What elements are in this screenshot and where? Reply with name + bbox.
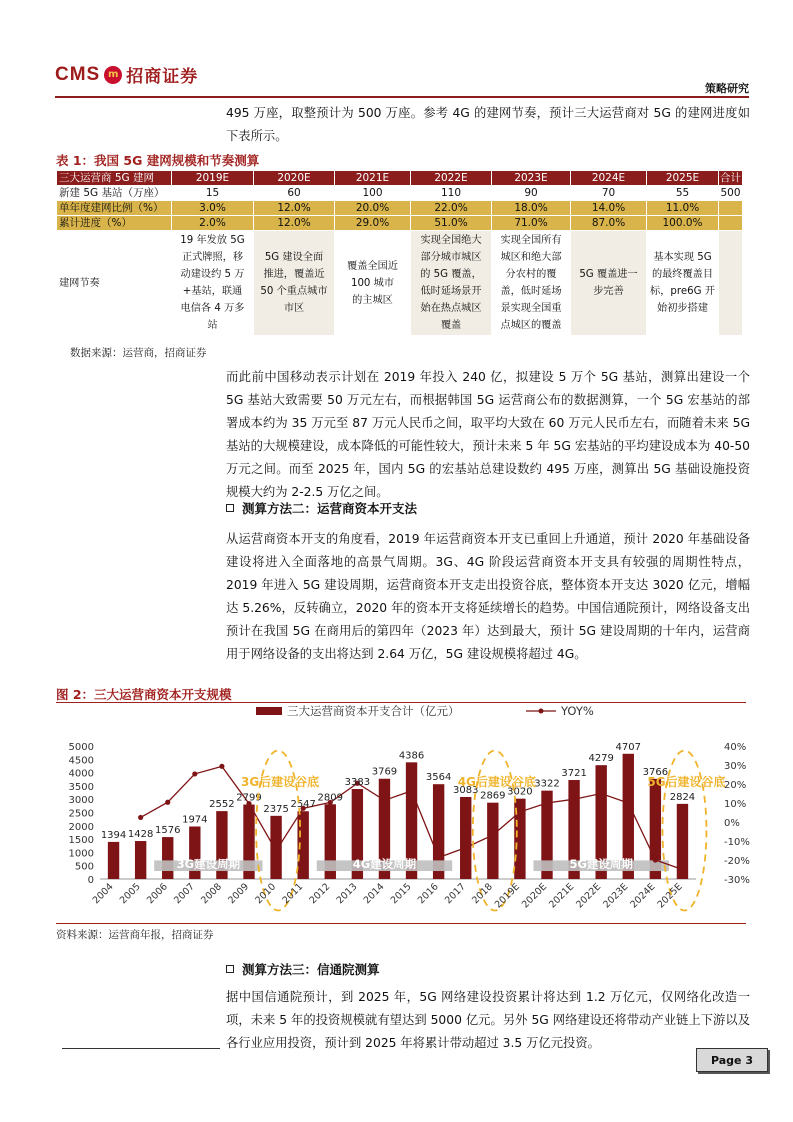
y-left-tick: 3000 (68, 795, 94, 807)
x-tick-label: 2023E (601, 881, 631, 911)
trough-annotation: 5G后建设谷底 (647, 774, 726, 789)
capex-bar (108, 842, 119, 879)
y-right-tick: -30% (724, 875, 750, 886)
table-row (57, 186, 743, 201)
rhythm-line: 站 (207, 320, 218, 331)
table-cell: 12.0% (254, 201, 335, 216)
table-cell: 60 (254, 186, 335, 201)
yoy-marker (517, 809, 522, 814)
yoy-marker (571, 797, 576, 802)
method3-title: 测算方法三：信通院测算 (242, 962, 380, 977)
bullet-square-icon (226, 504, 234, 512)
rhythm-line: 实现全国所有 (500, 235, 562, 246)
table-cell (719, 201, 743, 216)
y-left-tick: 4500 (68, 755, 94, 767)
bullet-square-icon (226, 965, 234, 973)
bar-value-label: 4386 (398, 750, 425, 762)
bar-value-label: 1394 (100, 829, 127, 841)
bar-value-label: 3564 (425, 772, 452, 784)
rhythm-line: 基本实现 5G (653, 252, 712, 263)
table-header-cell: 2024E (571, 171, 647, 186)
bar-value-label: 2824 (669, 791, 696, 803)
rhythm-line: 的最终覆盖目 (651, 269, 714, 280)
rhythm-line: 50 个重点城市 (260, 286, 328, 297)
yoy-marker (626, 800, 631, 805)
yoy-marker (653, 857, 658, 862)
y-left-tick: 4000 (68, 768, 94, 780)
rhythm-line: 低时延场景开 (420, 286, 482, 297)
cycle-band-label: 3G建设周期 (176, 857, 241, 872)
rhythm-line: 的 5G 覆盖， (420, 269, 482, 280)
cycle-band-label: 4G建设周期 (352, 857, 417, 872)
bar-value-label: 2799 (236, 792, 262, 804)
y-right-tick: 40% (724, 742, 747, 753)
table-header-cell: 2025E (647, 171, 719, 186)
logo-badge-icon: m (104, 66, 122, 84)
y-right-tick: 30% (724, 761, 747, 772)
y-left-tick: 5000 (68, 742, 94, 753)
rhythm-line: 推进，覆盖近 (263, 269, 325, 280)
y-left-tick: 1000 (68, 848, 94, 860)
rhythm-cell (335, 231, 411, 336)
rhythm-line: 景实现全国重 (500, 303, 562, 314)
yoy-marker (490, 833, 495, 838)
rhythm-line: +基站，联通 (182, 286, 243, 297)
y-right-tick: 0% (724, 818, 740, 829)
rhythm-line: 盖，低时延场 (500, 286, 562, 297)
rhythm-line: 动建设约 5 万 (180, 269, 245, 280)
yoy-marker (382, 798, 387, 803)
x-tick-label: 2008 (199, 881, 225, 907)
table-cell: 11.0% (647, 201, 719, 216)
x-tick-label: 2025E (655, 881, 685, 911)
bar-value-label: 3769 (371, 766, 398, 778)
rhythm-line: 分农村的覆 (505, 269, 557, 280)
table-cell: 建网节奏 (57, 231, 172, 336)
table-cell: 单年度建网比例（%） (57, 201, 172, 216)
y-left-tick: 500 (74, 861, 94, 873)
x-tick-label: 2012 (307, 881, 333, 907)
rhythm-line: 正式牌照，移 (181, 252, 244, 263)
capex-bar (270, 816, 281, 879)
cycle-band-label: 5G建设周期 (569, 857, 633, 872)
rhythm-line: 的主城区 (352, 294, 393, 306)
capex-bar (460, 797, 471, 879)
page-number: Page 3 (696, 1048, 768, 1072)
yoy-marker (165, 800, 170, 805)
x-tick-label: 2004 (90, 881, 116, 907)
bar-value-label: 1428 (127, 829, 154, 841)
rhythm-line: 始初步搭建 (657, 303, 708, 314)
y-left-tick: 2500 (68, 808, 94, 820)
bar-value-label: 2809 (317, 792, 343, 804)
paragraph-cost-estimate: 而此前中国移动表示计划在 2019 年投入 240 亿，拟建设 5 万个 5G 基站，测算出建设一个 5G 基站大致需要 50 万元左右，而根据韩国 5G 运营商公布的数据测算，一个 5G 宏基站的部署成本约为 35 万元至 87 万元人民币之间，取平均大致在 60 万元人民币左右，而随着未来 5G 基站的大规模建设，成本降低的可能性较大，预计未来 5 年 5G 宏基站的平均建设成本为 40-50 万元之间。而至 2025 年，国内 5G 的宏基站总建设数约 495 万座，测算出 5G 基础设施投资规模大约为 2-2.5 万亿之间。 (226, 370, 750, 499)
table-cell: 100 (335, 186, 411, 201)
rhythm-line: 实现全国绝大 (420, 235, 482, 246)
table-cell: 20.0% (335, 201, 411, 216)
x-tick-label: 2014 (361, 881, 387, 907)
x-tick-label: 2006 (144, 881, 170, 907)
table-row (57, 216, 743, 231)
yoy-marker (219, 764, 224, 769)
y-left-tick: 3500 (68, 781, 94, 793)
table-header-row (57, 171, 743, 186)
rhythm-line: 市区 (283, 303, 305, 314)
y-left-tick: 0 (87, 875, 94, 886)
rhythm-cell (254, 231, 335, 336)
logo-text-cn: 招商证券 (126, 67, 199, 87)
x-tick-label: 2010 (253, 881, 279, 907)
table-source: 数据来源：运营商，招商证券 (70, 347, 207, 359)
table-cell: 55 (647, 186, 719, 201)
table-cell: 15 (172, 186, 254, 201)
table-cell: 新建 5G 基站（万座） (57, 186, 172, 201)
rhythm-line: 步完善 (593, 286, 624, 297)
table-row-rhythm (57, 231, 743, 336)
capex-bar (162, 837, 173, 879)
table-header-cell: 2021E (335, 171, 411, 186)
x-tick-label: 2011 (280, 881, 306, 907)
table-cell (719, 216, 743, 231)
y-right-tick: 20% (724, 780, 747, 791)
rhythm-line: 始在热点城区 (420, 303, 482, 314)
legend-bar-label: 三大运营商资本开支合计（亿元） (287, 704, 460, 718)
rhythm-line: 部分城市城区 (420, 252, 482, 263)
table-cell: 87.0% (571, 216, 647, 231)
rhythm-cell (719, 231, 743, 336)
bar-value-label: 3721 (561, 768, 587, 780)
bar-value-label: 4707 (615, 741, 641, 753)
rhythm-line: 100 城市 (350, 277, 395, 289)
rhythm-line: 覆盖全国近 (347, 260, 398, 272)
figure-source: 资料来源：运营商年报，招商证券 (56, 929, 214, 941)
header-rule (55, 96, 749, 98)
rhythm-cell (411, 231, 492, 336)
x-tick-label: 2022E (574, 881, 604, 911)
figure-rule (56, 702, 746, 703)
y-right-tick: -20% (724, 856, 750, 867)
table-cell: 14.0% (571, 201, 647, 216)
capex-bar (189, 826, 200, 879)
x-tick-label: 2020E (519, 881, 550, 911)
yoy-marker (544, 800, 549, 805)
table-cell: 51.0% (411, 216, 492, 231)
table-cell: 12.0% (254, 216, 335, 231)
rhythm-line: 覆盖 (440, 320, 462, 331)
table-cell: 18.0% (492, 201, 571, 216)
x-tick-label: 2021E (547, 881, 577, 911)
bar-value-label: 1974 (182, 814, 208, 826)
paragraph-capex: 从运营商资本开支的角度看，2019 年运营商资本开支已重回上升通道，预计 2020 年基础设备建设将进入全面落地的高景气周期。3G、4G 阶段运营商资本开支具有较强的周期性特点，2019 年进入 5G 建设周期，运营商资本开支走出投资谷底，整体资本开支达 3020 亿元，增幅达 5.26%，反转确立，2020 年的资本开支将延续增长的趋势。中国信通院预计，网络设备支出预计在我国 5G 在商用后的第四年（2023 年）达到最大，预计 5G 建设周期的十年内，运营商用于网络设备的支出将达到 2.64 万亿，5G 建设规模将超过 4G。 (226, 532, 750, 661)
x-tick-label: 2018 (470, 881, 495, 907)
bar-value-label: 2552 (209, 799, 235, 811)
bar-value-label: 1576 (155, 825, 181, 837)
intro-paragraph: 495 万座，取整预计为 500 万座。参考 4G 的建网节奏，预计三大运营商对 5G 的建网进度如下表所示。 (226, 106, 750, 143)
rhythm-line: 电信各 4 万多 (180, 303, 245, 314)
x-tick-label: 2005 (117, 881, 143, 907)
trough-annotation: 4G后建设谷底 (457, 774, 536, 789)
table-header-cell: 合计 (720, 172, 741, 184)
y-left-tick: 1500 (68, 835, 94, 847)
table-cell: 500 (720, 187, 741, 199)
yoy-marker (192, 771, 197, 776)
x-tick-label: 2013 (334, 881, 360, 907)
yoy-marker (680, 867, 685, 872)
yoy-marker (436, 855, 441, 860)
table-header-cell: 2022E (411, 171, 492, 186)
table-cell: 29.0% (335, 216, 411, 231)
table-row (57, 201, 743, 216)
x-tick-label: 2009 (226, 881, 252, 907)
y-right-tick: 10% (724, 799, 747, 810)
table-cell: 22.0% (411, 201, 492, 216)
table-cell: 3.0% (172, 201, 254, 216)
figure-title: 图 2：三大运营商资本开支规模 (56, 687, 232, 702)
table-header-cell: 三大运营商 5G 建网 (57, 171, 172, 186)
build-rhythm-table (56, 170, 743, 336)
bar-value-label: 3020 (507, 786, 533, 798)
bar-value-label: 4279 (588, 753, 614, 765)
table-header-cell: 2020E (254, 171, 335, 186)
rhythm-cell (647, 231, 719, 336)
legend-line-marker (539, 709, 544, 714)
yoy-marker (273, 848, 278, 853)
x-tick-label: 2017 (442, 881, 468, 907)
x-tick-label: 2019E (492, 881, 523, 911)
x-tick-label: 2016 (415, 881, 441, 907)
paragraph-caict: 据中国信通院预计，到 2025 年，5G 网络建设投资累计将达到 1.2 万亿元，仅网络化改造一项，未来 5 年的投资规模就有望达到 5000 亿元。另外 5G 网络建设还将带动产业链上下游以及各行业应用投资，预计到 2025 年将累计带动超过 3.5 万亿元投资。 (226, 990, 750, 1050)
bar-value-label: 2547 (290, 799, 316, 811)
bar-value-label: 2375 (263, 803, 289, 815)
rhythm-line: 5G 建设全面 (264, 252, 324, 263)
bar-value-label: 3383 (344, 777, 371, 789)
trough-annotation: 3G后建设谷底 (240, 774, 320, 789)
capex-bar (487, 803, 498, 879)
figure-bottom-rule (56, 923, 746, 924)
company-logo (55, 62, 198, 87)
legend-bar-swatch (256, 707, 282, 715)
table-cell: 70 (571, 186, 647, 201)
rhythm-line: 标，pre6G 开 (650, 286, 715, 297)
x-tick-label: 2007 (172, 881, 197, 907)
bar-value-label: 2869 (480, 790, 506, 802)
yoy-marker (409, 788, 414, 793)
y-left-tick: 2000 (68, 821, 94, 833)
y-right-tick: -10% (724, 837, 750, 848)
x-tick-label: 2024E (628, 881, 658, 911)
method3-heading (226, 960, 380, 978)
capex-bar (135, 841, 146, 879)
rhythm-cell (492, 231, 571, 336)
bar-value-label: 3083 (453, 784, 479, 796)
yoy-marker (599, 791, 604, 796)
rhythm-line: 点城区的覆盖 (500, 320, 562, 331)
bar-value-label: 3322 (534, 778, 560, 790)
bar-value-label: 3766 (642, 766, 669, 778)
section-label: 策略研究 (705, 82, 749, 95)
table-header-cell: 2019E (172, 171, 254, 186)
yoy-marker (138, 815, 143, 820)
table-cell: 71.0% (492, 216, 571, 231)
table-cell: 110 (411, 186, 492, 201)
table-cell: 累计进度（%） (57, 216, 172, 231)
method2-title: 测算方法二：运营商资本开支法 (242, 501, 418, 516)
x-tick-label: 2015 (388, 881, 414, 907)
table-title: 表 1：我国 5G 建网规模和节奏测算 (56, 153, 260, 168)
capex-chart (56, 704, 756, 920)
rhythm-line: 5G 覆盖进一 (579, 269, 638, 280)
table-cell: 2.0% (172, 216, 254, 231)
legend-line-label: YOY% (561, 704, 594, 718)
logo-text-en: CMS (55, 63, 101, 85)
rhythm-cell (172, 231, 254, 336)
yoy-marker (463, 845, 468, 850)
method2-heading (226, 499, 417, 517)
table-header-cell: 2023E (492, 171, 571, 186)
table-cell: 90 (492, 186, 571, 201)
table-cell: 100.0% (647, 216, 719, 231)
footnote-rule (62, 1048, 220, 1049)
rhythm-line: 19 年发放 5G (180, 235, 245, 246)
rhythm-line: 城区和绝大部 (500, 252, 562, 263)
rhythm-cell (571, 231, 647, 336)
